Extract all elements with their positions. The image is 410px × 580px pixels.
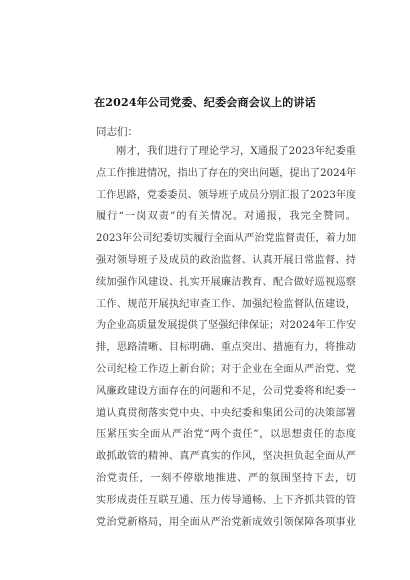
salutation: 同志们： <box>96 126 138 138</box>
body-line: 党治党新格局，用全面从严治党新成效引领保障各项事业 <box>96 516 356 528</box>
document-title: 在2024年公司党委、纪委会商会议上的讲话 <box>94 96 316 109</box>
body-line: 强对领导班子及成员的政治监督、认真开展日常监督、持 <box>96 254 356 266</box>
body-line: 点工作推进情况，指出了存在的突出问题，提出了2024年 <box>96 167 356 179</box>
body-line: 工作思路，党委委员、领导班子成员分别汇报了2023年度 <box>96 189 356 201</box>
body-line: 治党责任，一刻不停歇地推进、严的氛围坚持下去，切 <box>96 472 356 484</box>
body-line: 续加强作风建设、扎实开展廉洁教育、配合做好巡视巡察 <box>96 276 356 288</box>
body-line: 为企业高质量发展提供了坚强纪律保证；对2024年工作安 <box>96 320 356 332</box>
body-line: 实形成责任互联互通、压力传导通畅、上下齐抓共管的管 <box>96 494 356 506</box>
body-line: 履行“一岗双责”的有关情况。对通报，我完全赞同。 <box>96 211 356 223</box>
body-line: 刚才，我们进行了理论学习，X通报了2023年纪委重 <box>116 146 356 157</box>
body-line: 敢抓敢管的精神、真严真实的作风，坚决担负起全面从严 <box>96 451 356 463</box>
body-line: 压紧压实全面从严治党“两个责任”，以思想责任的态度 <box>96 429 356 441</box>
body-paragraph <box>96 141 356 533</box>
body-line: 排，思路清晰、目标明确、重点突出、措施有力，将推动 <box>96 342 356 354</box>
body-line: 风廉政建设方面存在的问题和不足，公司党委将和纪委一 <box>96 385 356 397</box>
body-line: 2023年公司纪委切实履行全面从严治党监督责任，着力加 <box>96 233 356 245</box>
body-line: 公司纪检工作迈上新台阶；对于企业在全面从严治党、党 <box>96 363 356 375</box>
body-line: 工作、规范开展执纪审查工作、加强纪检监督队伍建设， <box>96 298 356 310</box>
body-line: 道认真贯彻落实党中央、中央纪委和集团公司的决策部署 <box>96 407 356 419</box>
